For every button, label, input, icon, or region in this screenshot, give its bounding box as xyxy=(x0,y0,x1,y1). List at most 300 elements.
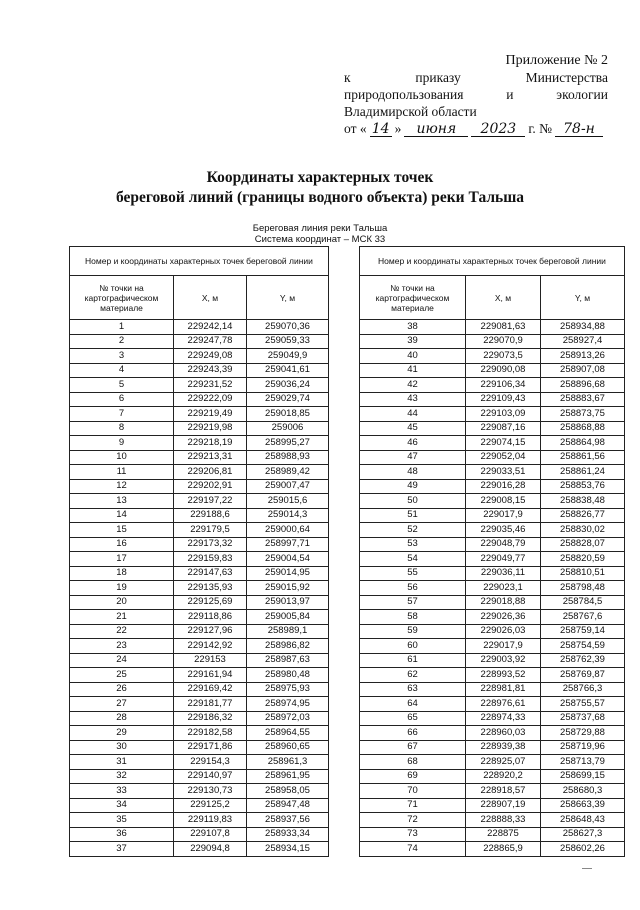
point-number-cell: 20 xyxy=(70,595,174,610)
y-coordinate-cell: 258798,48 xyxy=(541,581,625,596)
point-number-cell: 15 xyxy=(70,523,174,538)
point-number-cell: 23 xyxy=(70,639,174,654)
table-row xyxy=(360,479,625,494)
point-number-cell: 67 xyxy=(360,740,466,755)
y-coordinate-cell: 258927,4 xyxy=(541,334,625,349)
y-coordinate-cell: 258972,03 xyxy=(247,711,329,726)
x-coordinate-cell: 229074,15 xyxy=(466,436,541,451)
appendix-block xyxy=(344,52,608,137)
y-coordinate-cell: 258699,15 xyxy=(541,769,625,784)
table-row xyxy=(70,769,329,784)
y-coordinate-cell: 258934,88 xyxy=(541,320,625,335)
table-row xyxy=(70,639,329,654)
table-row xyxy=(70,465,329,480)
x-coordinate-cell: 228939,38 xyxy=(466,740,541,755)
y-coordinate-cell: 259015,6 xyxy=(247,494,329,509)
y-coordinate-cell: 258913,26 xyxy=(541,349,625,364)
table-row xyxy=(360,378,625,393)
x-coordinate-cell: 229103,09 xyxy=(466,407,541,422)
y-coordinate-cell: 258989,1 xyxy=(247,624,329,639)
x-coordinate-cell: 229081,63 xyxy=(466,320,541,335)
appendix-line-2: к приказу Министерства xyxy=(344,70,608,85)
x-coordinate-cell: 229135,93 xyxy=(174,581,247,596)
point-number-cell: 50 xyxy=(360,494,466,509)
table-row xyxy=(360,798,625,813)
point-number-cell: 43 xyxy=(360,392,466,407)
x-coordinate-cell: 229140,97 xyxy=(174,769,247,784)
x-coordinate-cell: 229048,79 xyxy=(466,537,541,552)
caption-line-1: Береговая линия реки Тальша xyxy=(252,223,388,234)
point-number-cell: 69 xyxy=(360,769,466,784)
x-coordinate-cell: 229052,04 xyxy=(466,450,541,465)
x-coordinate-cell: 229153 xyxy=(174,653,247,668)
table-row xyxy=(360,566,625,581)
x-coordinate-cell: 229087,16 xyxy=(466,421,541,436)
point-number-cell: 56 xyxy=(360,581,466,596)
x-coordinate-cell: 228920,2 xyxy=(466,769,541,784)
x-coordinate-cell: 229026,36 xyxy=(466,610,541,625)
y-coordinate-cell: 259029,74 xyxy=(247,392,329,407)
table-row xyxy=(70,537,329,552)
y-coordinate-cell: 258820,59 xyxy=(541,552,625,567)
y-coordinate-cell: 259018,85 xyxy=(247,407,329,422)
table-row xyxy=(70,624,329,639)
point-number-cell: 25 xyxy=(70,668,174,683)
point-number-cell: 26 xyxy=(70,682,174,697)
y-coordinate-cell: 258754,59 xyxy=(541,639,625,654)
x-coordinate-cell: 229118,86 xyxy=(174,610,247,625)
table-row xyxy=(360,537,625,552)
x-coordinate-cell: 229130,73 xyxy=(174,784,247,799)
point-number-cell: 7 xyxy=(70,407,174,422)
table-row xyxy=(70,653,329,668)
x-coordinate-cell: 228918,57 xyxy=(466,784,541,799)
table-row xyxy=(360,320,625,335)
y-coordinate-cell: 258961,3 xyxy=(247,755,329,770)
y-coordinate-cell: 258861,56 xyxy=(541,450,625,465)
order-date-line: от « 14 » июня 2023 г. № 78-н xyxy=(344,120,608,137)
y-coordinate-cell: 258762,39 xyxy=(541,653,625,668)
x-coordinate-cell: 229247,78 xyxy=(174,334,247,349)
point-number-cell: 29 xyxy=(70,726,174,741)
column-header-point: № точки на картографическом материале xyxy=(360,276,466,320)
x-coordinate-cell: 229106,34 xyxy=(466,378,541,393)
point-number-cell: 45 xyxy=(360,421,466,436)
x-coordinate-cell: 229142,92 xyxy=(174,639,247,654)
point-number-cell: 14 xyxy=(70,508,174,523)
table-row xyxy=(360,465,625,480)
y-coordinate-cell: 258937,56 xyxy=(247,813,329,828)
table-body-left xyxy=(70,320,329,857)
order-month: июня xyxy=(404,122,468,137)
point-number-cell: 27 xyxy=(70,697,174,712)
table-row xyxy=(360,784,625,799)
table-row xyxy=(70,407,329,422)
table-row xyxy=(70,436,329,451)
table-row xyxy=(360,494,625,509)
y-coordinate-cell: 258986,82 xyxy=(247,639,329,654)
table-row xyxy=(70,813,329,828)
point-number-cell: 33 xyxy=(70,784,174,799)
title-line-1: Координаты характерных точек xyxy=(206,169,434,186)
y-coordinate-cell: 258729,88 xyxy=(541,726,625,741)
table-row xyxy=(70,581,329,596)
point-number-cell: 70 xyxy=(360,784,466,799)
y-coordinate-cell: 258826,77 xyxy=(541,508,625,523)
point-number-cell: 30 xyxy=(70,740,174,755)
table-row xyxy=(70,827,329,842)
table-row xyxy=(360,610,625,625)
table-row xyxy=(360,392,625,407)
point-number-cell: 42 xyxy=(360,378,466,393)
table-row xyxy=(360,842,625,857)
x-coordinate-cell: 228974,33 xyxy=(466,711,541,726)
y-coordinate-cell: 258769,87 xyxy=(541,668,625,683)
column-header-x: X, м xyxy=(174,276,247,320)
point-number-cell: 63 xyxy=(360,682,466,697)
point-number-cell: 3 xyxy=(70,349,174,364)
y-coordinate-cell: 258868,88 xyxy=(541,421,625,436)
point-number-cell: 53 xyxy=(360,537,466,552)
x-coordinate-cell: 229219,49 xyxy=(174,407,247,422)
table-row xyxy=(360,682,625,697)
x-coordinate-cell: 229242,14 xyxy=(174,320,247,335)
point-number-cell: 72 xyxy=(360,813,466,828)
x-coordinate-cell: 229017,9 xyxy=(466,639,541,654)
table-row xyxy=(360,711,625,726)
x-coordinate-cell: 229197,22 xyxy=(174,494,247,509)
table-row xyxy=(70,479,329,494)
y-coordinate-cell: 258861,24 xyxy=(541,465,625,480)
table-row xyxy=(70,798,329,813)
x-coordinate-cell: 229249,08 xyxy=(174,349,247,364)
caption-line-2: Система координат – МСК 33 xyxy=(254,234,386,245)
table-row xyxy=(360,334,625,349)
point-number-cell: 39 xyxy=(360,334,466,349)
y-coordinate-cell: 258828,07 xyxy=(541,537,625,552)
x-coordinate-cell: 229109,43 xyxy=(466,392,541,407)
y-coordinate-cell: 258648,43 xyxy=(541,813,625,828)
column-header-y: Y, м xyxy=(247,276,329,320)
x-coordinate-cell: 229016,28 xyxy=(466,479,541,494)
table-row xyxy=(360,421,625,436)
y-coordinate-cell: 258864,98 xyxy=(541,436,625,451)
point-number-cell: 51 xyxy=(360,508,466,523)
y-coordinate-cell: 258810,51 xyxy=(541,566,625,581)
table-row xyxy=(70,508,329,523)
y-coordinate-cell: 259041,61 xyxy=(247,363,329,378)
point-number-cell: 55 xyxy=(360,566,466,581)
order-number: 78-н xyxy=(555,122,603,137)
page-mark xyxy=(582,868,592,869)
point-number-cell: 24 xyxy=(70,653,174,668)
x-coordinate-cell: 229018,88 xyxy=(466,595,541,610)
point-number-cell: 16 xyxy=(70,537,174,552)
x-coordinate-cell: 229231,52 xyxy=(174,378,247,393)
point-number-cell: 31 xyxy=(70,755,174,770)
point-number-cell: 57 xyxy=(360,595,466,610)
column-header-point: № точки на картографическом материале xyxy=(70,276,174,320)
x-coordinate-cell: 229003,92 xyxy=(466,653,541,668)
table-row xyxy=(70,755,329,770)
x-coordinate-cell: 228925,07 xyxy=(466,755,541,770)
y-coordinate-cell: 258784,5 xyxy=(541,595,625,610)
document-title xyxy=(0,168,640,208)
x-coordinate-cell: 229147,63 xyxy=(174,566,247,581)
x-coordinate-cell: 229218,19 xyxy=(174,436,247,451)
y-coordinate-cell: 258755,57 xyxy=(541,697,625,712)
table-row xyxy=(360,624,625,639)
y-coordinate-cell: 258933,34 xyxy=(247,827,329,842)
x-coordinate-cell: 229188,6 xyxy=(174,508,247,523)
y-coordinate-cell: 259014,3 xyxy=(247,508,329,523)
x-coordinate-cell: 229206,81 xyxy=(174,465,247,480)
table-row xyxy=(70,392,329,407)
x-coordinate-cell: 229182,58 xyxy=(174,726,247,741)
y-coordinate-cell: 258766,3 xyxy=(541,682,625,697)
table-row xyxy=(70,610,329,625)
x-coordinate-cell: 229026,03 xyxy=(466,624,541,639)
y-coordinate-cell: 258680,3 xyxy=(541,784,625,799)
point-number-cell: 54 xyxy=(360,552,466,567)
x-coordinate-cell: 228981,81 xyxy=(466,682,541,697)
table-row xyxy=(70,784,329,799)
y-coordinate-cell: 259007,47 xyxy=(247,479,329,494)
x-coordinate-cell: 229033,51 xyxy=(466,465,541,480)
y-coordinate-cell: 259015,92 xyxy=(247,581,329,596)
x-coordinate-cell: 228865,9 xyxy=(466,842,541,857)
y-coordinate-cell: 258958,05 xyxy=(247,784,329,799)
y-coordinate-cell: 258907,08 xyxy=(541,363,625,378)
y-coordinate-cell: 258961,95 xyxy=(247,769,329,784)
coordinates-table-left xyxy=(69,246,329,857)
point-number-cell: 41 xyxy=(360,363,466,378)
order-year: 2023 xyxy=(471,122,525,137)
point-number-cell: 49 xyxy=(360,479,466,494)
y-coordinate-cell: 259004,54 xyxy=(247,552,329,567)
point-number-cell: 62 xyxy=(360,668,466,683)
y-coordinate-cell: 258987,63 xyxy=(247,653,329,668)
x-coordinate-cell: 229090,08 xyxy=(466,363,541,378)
x-coordinate-cell: 229222,09 xyxy=(174,392,247,407)
y-coordinate-cell: 258989,42 xyxy=(247,465,329,480)
y-coordinate-cell: 259036,24 xyxy=(247,378,329,393)
point-number-cell: 19 xyxy=(70,581,174,596)
y-coordinate-cell: 258974,95 xyxy=(247,697,329,712)
table-row xyxy=(360,450,625,465)
table-row xyxy=(360,668,625,683)
table-row xyxy=(70,740,329,755)
table-row xyxy=(70,349,329,364)
table-row xyxy=(360,363,625,378)
x-coordinate-cell: 229023,1 xyxy=(466,581,541,596)
point-number-cell: 66 xyxy=(360,726,466,741)
y-coordinate-cell: 259005,84 xyxy=(247,610,329,625)
y-coordinate-cell: 258995,27 xyxy=(247,436,329,451)
table-row xyxy=(360,595,625,610)
y-coordinate-cell: 258964,55 xyxy=(247,726,329,741)
table-row xyxy=(70,726,329,741)
x-coordinate-cell: 229202,91 xyxy=(174,479,247,494)
point-number-cell: 34 xyxy=(70,798,174,813)
table-row xyxy=(70,552,329,567)
x-coordinate-cell: 229154,3 xyxy=(174,755,247,770)
appendix-title: Приложение № 2 xyxy=(505,53,608,68)
table-caption xyxy=(0,223,640,245)
point-number-cell: 35 xyxy=(70,813,174,828)
y-coordinate-cell: 258947,48 xyxy=(247,798,329,813)
point-number-cell: 36 xyxy=(70,827,174,842)
table-row xyxy=(360,697,625,712)
table-row xyxy=(360,769,625,784)
table-row xyxy=(70,682,329,697)
x-coordinate-cell: 229219,98 xyxy=(174,421,247,436)
table-row xyxy=(70,711,329,726)
point-number-cell: 47 xyxy=(360,450,466,465)
point-number-cell: 12 xyxy=(70,479,174,494)
y-coordinate-cell: 259049,9 xyxy=(247,349,329,364)
y-coordinate-cell: 258719,96 xyxy=(541,740,625,755)
point-number-cell: 11 xyxy=(70,465,174,480)
order-day: 14 xyxy=(370,122,392,137)
x-coordinate-cell: 228875 xyxy=(466,827,541,842)
x-coordinate-cell: 229169,42 xyxy=(174,682,247,697)
point-number-cell: 9 xyxy=(70,436,174,451)
y-coordinate-cell: 259006 xyxy=(247,421,329,436)
x-coordinate-cell: 229008,15 xyxy=(466,494,541,509)
title-line-2: береговой линий (границы водного объекта) реки Тальша xyxy=(115,189,525,206)
x-coordinate-cell: 228960,03 xyxy=(466,726,541,741)
table-row xyxy=(70,697,329,712)
table-row xyxy=(360,726,625,741)
y-coordinate-cell: 258602,26 xyxy=(541,842,625,857)
y-coordinate-cell: 258767,6 xyxy=(541,610,625,625)
point-number-cell: 28 xyxy=(70,711,174,726)
x-coordinate-cell: 228907,19 xyxy=(466,798,541,813)
y-coordinate-cell: 258853,76 xyxy=(541,479,625,494)
table-group-header: Номер и координаты характерных точек береговой линии xyxy=(70,247,329,276)
x-coordinate-cell: 229179,5 xyxy=(174,523,247,538)
y-coordinate-cell: 258896,68 xyxy=(541,378,625,393)
point-number-cell: 21 xyxy=(70,610,174,625)
point-number-cell: 2 xyxy=(70,334,174,349)
x-coordinate-cell: 229171,86 xyxy=(174,740,247,755)
table-row xyxy=(360,755,625,770)
point-number-cell: 46 xyxy=(360,436,466,451)
point-number-cell: 73 xyxy=(360,827,466,842)
table-row xyxy=(360,581,625,596)
point-number-cell: 6 xyxy=(70,392,174,407)
y-coordinate-cell: 258934,15 xyxy=(247,842,329,857)
point-number-cell: 68 xyxy=(360,755,466,770)
y-coordinate-cell: 258980,48 xyxy=(247,668,329,683)
x-coordinate-cell: 229017,9 xyxy=(466,508,541,523)
y-coordinate-cell: 258713,79 xyxy=(541,755,625,770)
x-coordinate-cell: 229094,8 xyxy=(174,842,247,857)
y-coordinate-cell: 258627,3 xyxy=(541,827,625,842)
point-number-cell: 38 xyxy=(360,320,466,335)
point-number-cell: 44 xyxy=(360,407,466,422)
table-row xyxy=(360,508,625,523)
point-number-cell: 5 xyxy=(70,378,174,393)
x-coordinate-cell: 229186,32 xyxy=(174,711,247,726)
point-number-cell: 17 xyxy=(70,552,174,567)
point-number-cell: 65 xyxy=(360,711,466,726)
point-number-cell: 48 xyxy=(360,465,466,480)
x-coordinate-cell: 228976,61 xyxy=(466,697,541,712)
table-row xyxy=(70,494,329,509)
point-number-cell: 60 xyxy=(360,639,466,654)
appendix-line-4: Владимирской области xyxy=(344,104,477,119)
x-coordinate-cell: 229073,5 xyxy=(466,349,541,364)
x-coordinate-cell: 229173,32 xyxy=(174,537,247,552)
point-number-cell: 74 xyxy=(360,842,466,857)
x-coordinate-cell: 228888,33 xyxy=(466,813,541,828)
point-number-cell: 22 xyxy=(70,624,174,639)
table-row xyxy=(360,740,625,755)
point-number-cell: 8 xyxy=(70,421,174,436)
table-row xyxy=(360,653,625,668)
table-row xyxy=(70,595,329,610)
x-coordinate-cell: 229070,9 xyxy=(466,334,541,349)
y-coordinate-cell: 258873,75 xyxy=(541,407,625,422)
table-row xyxy=(70,842,329,857)
point-number-cell: 40 xyxy=(360,349,466,364)
table-row xyxy=(360,813,625,828)
table-row xyxy=(70,523,329,538)
y-coordinate-cell: 258759,14 xyxy=(541,624,625,639)
table-row xyxy=(70,378,329,393)
y-coordinate-cell: 259014,95 xyxy=(247,566,329,581)
point-number-cell: 58 xyxy=(360,610,466,625)
x-coordinate-cell: 229125,69 xyxy=(174,595,247,610)
table-row xyxy=(360,552,625,567)
table-body-right xyxy=(360,320,625,857)
y-coordinate-cell: 259070,36 xyxy=(247,320,329,335)
table-row xyxy=(360,523,625,538)
y-coordinate-cell: 259013,97 xyxy=(247,595,329,610)
point-number-cell: 1 xyxy=(70,320,174,335)
column-header-y: Y, м xyxy=(541,276,625,320)
point-number-cell: 10 xyxy=(70,450,174,465)
table-row xyxy=(70,421,329,436)
y-coordinate-cell: 258830,02 xyxy=(541,523,625,538)
x-coordinate-cell: 229107,8 xyxy=(174,827,247,842)
table-row xyxy=(70,668,329,683)
x-coordinate-cell: 228993,52 xyxy=(466,668,541,683)
y-coordinate-cell: 259000,64 xyxy=(247,523,329,538)
point-number-cell: 18 xyxy=(70,566,174,581)
x-coordinate-cell: 229035,46 xyxy=(466,523,541,538)
y-coordinate-cell: 258975,93 xyxy=(247,682,329,697)
x-coordinate-cell: 229125,2 xyxy=(174,798,247,813)
y-coordinate-cell: 258737,68 xyxy=(541,711,625,726)
table-row xyxy=(70,566,329,581)
table-row xyxy=(360,407,625,422)
x-coordinate-cell: 229119,83 xyxy=(174,813,247,828)
appendix-line-3: природопользования и экологии xyxy=(344,87,608,102)
table-row xyxy=(360,436,625,451)
x-coordinate-cell: 229181,77 xyxy=(174,697,247,712)
x-coordinate-cell: 229159,83 xyxy=(174,552,247,567)
point-number-cell: 71 xyxy=(360,798,466,813)
point-number-cell: 13 xyxy=(70,494,174,509)
x-coordinate-cell: 229036,11 xyxy=(466,566,541,581)
x-coordinate-cell: 229213,31 xyxy=(174,450,247,465)
point-number-cell: 32 xyxy=(70,769,174,784)
table-row xyxy=(360,349,625,364)
point-number-cell: 61 xyxy=(360,653,466,668)
